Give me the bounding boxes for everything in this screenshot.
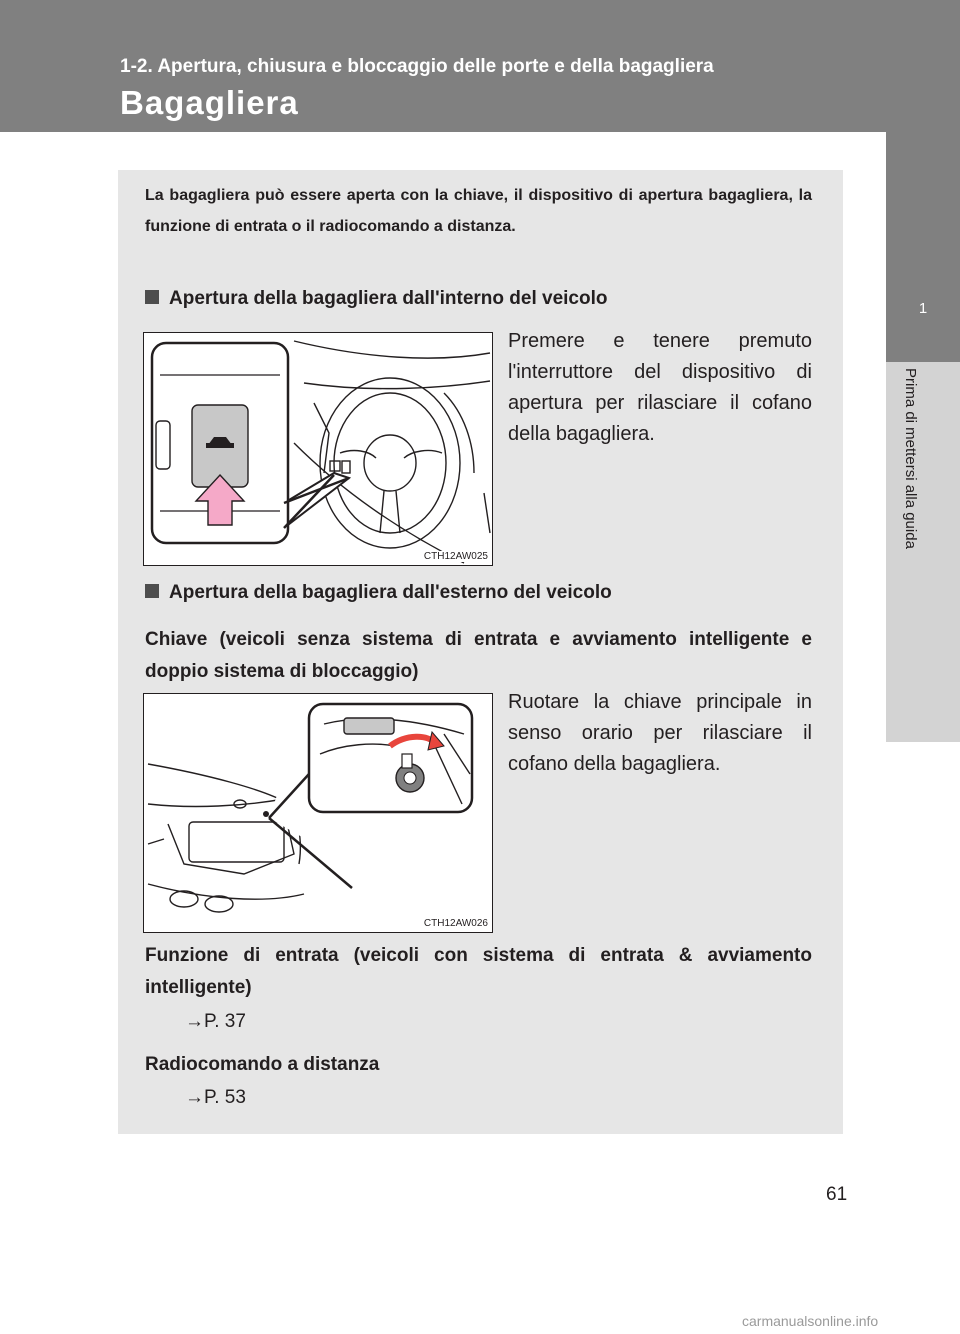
figure-trunk-opener-switch xyxy=(143,332,493,566)
inside-instruction: Premere e tenere premuto l'interruttore del dispositivo di apertura per rilasciare il cofano della bagagliera. xyxy=(508,330,812,445)
figure-key-rotation xyxy=(143,693,493,933)
entry-heading: Funzione di entrata (veicoli con sistema di entrata & avviamento intelligente) xyxy=(145,945,812,998)
subheading-outside-label: Apertura della bagagliera dall'esterno del veicolo xyxy=(169,582,612,603)
page-number: 61 xyxy=(826,1184,848,1205)
page-title: Bagagliera xyxy=(120,84,299,121)
square-bullet-icon xyxy=(145,290,159,304)
figure-code: CTH12AW025 xyxy=(423,551,488,562)
entry-page-ref[interactable]: →P. 37 xyxy=(185,1011,246,1032)
rear-car-illustration xyxy=(144,694,492,932)
subheading-inside-label: Apertura della bagagliera dall'interno del veicolo xyxy=(169,288,608,309)
chapter-tab xyxy=(886,132,960,362)
remote-heading: Radiocomando a distanza xyxy=(145,1054,380,1075)
key-heading: Chiave (veicoli senza sistema di entrata e avviamento intelligente e doppio sistema di bloccaggio) xyxy=(145,629,812,682)
key-instruction: Ruotare la chiave principale in senso orario per rilasciare il cofano della bagagliera. xyxy=(508,691,812,775)
intro-text: La bagagliera può essere aperta con la chiave, il dispositivo di apertura bagagliera, la funzione di entrata o il radiocomando a distanza. xyxy=(145,187,812,235)
subheading-inside xyxy=(145,288,607,310)
remote-page-ref[interactable]: →P. 53 xyxy=(185,1087,246,1108)
subheading-outside xyxy=(145,582,612,604)
chapter-number: 1 xyxy=(918,300,928,317)
square-bullet-icon xyxy=(145,584,159,598)
dashboard-illustration xyxy=(144,333,492,565)
chapter-label: Prima di mettersi alla guida xyxy=(902,368,919,549)
section-title: 1-2. Apertura, chiusura e bloccaggio delle porte e della bagagliera xyxy=(120,56,714,77)
figure-code: CTH12AW026 xyxy=(423,918,488,929)
watermark: carmanualsonline.info xyxy=(742,1313,879,1329)
